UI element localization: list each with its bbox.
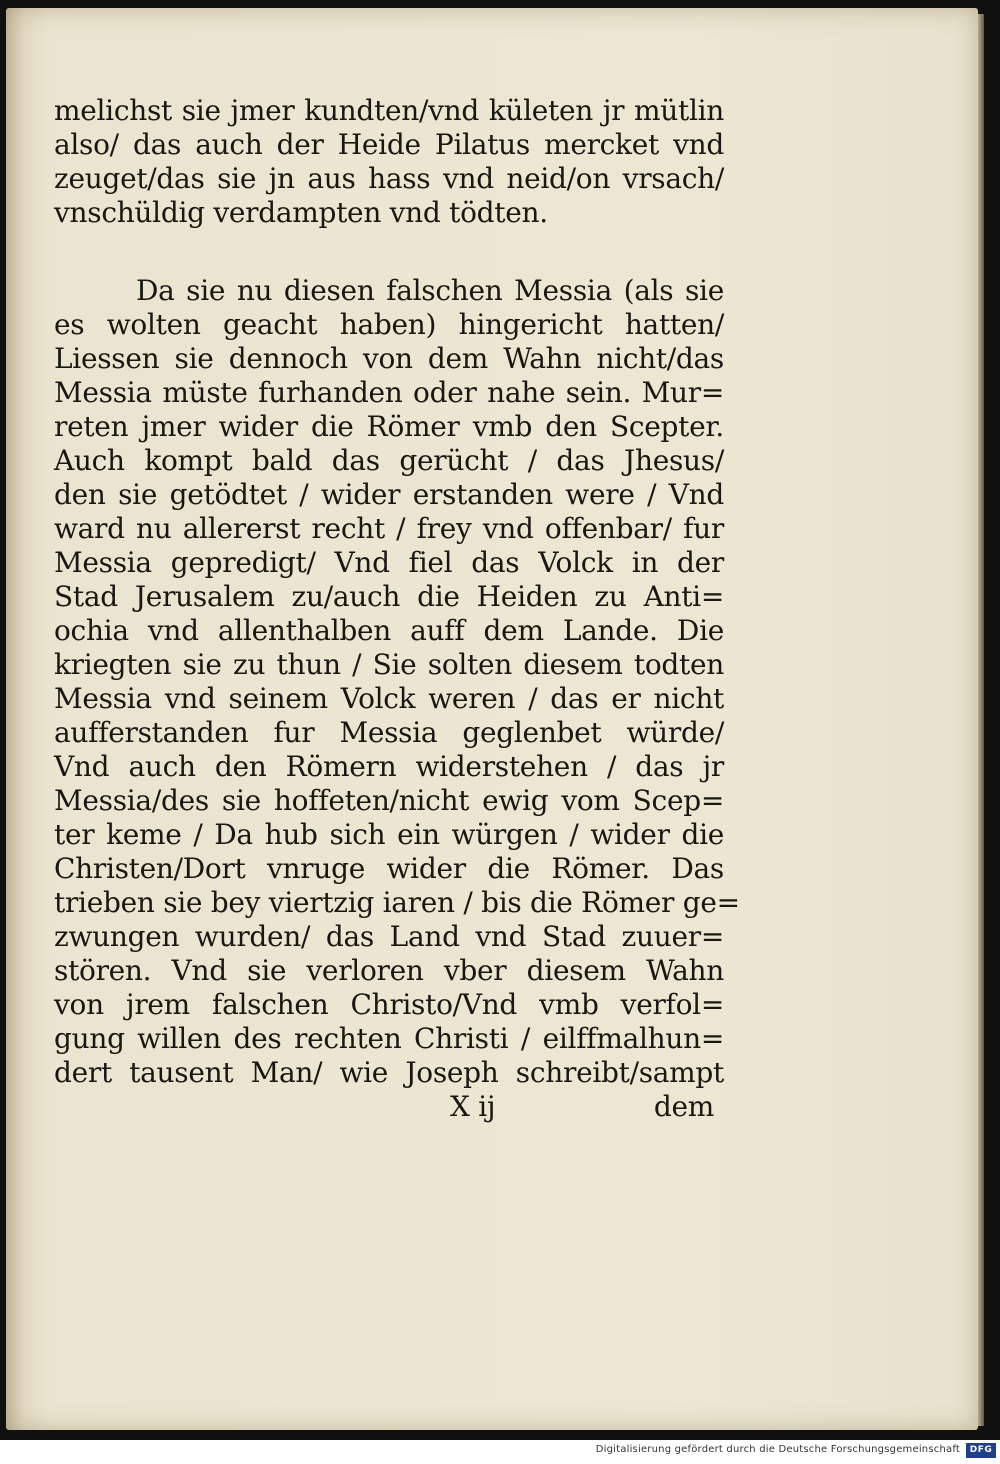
text-line: von jrem falschen Christo/Vnd vmb verfol= <box>54 988 724 1021</box>
page-text <box>54 94 740 1124</box>
text-line: trieben sie bey viertzig iaren / bis die Römer ge= <box>54 886 740 919</box>
text-line: ward nu allererst recht / frey vnd offenbar/ fur <box>54 512 724 545</box>
text-line: Da sie nu diesen falschen Messia (als sie <box>136 274 724 307</box>
signature-mark: X ij <box>450 1090 496 1123</box>
text-line: ochia vnd allenthalben auff dem Lande. Die <box>54 614 724 647</box>
text-line: Stad Jerusalem zu/auch die Heiden zu Anti= <box>54 580 724 613</box>
text-line: aufferstanden fur Messia geglenbet würde/ <box>54 716 724 749</box>
text-line: Messia/des sie hoffeten/nicht ewig vom Scep= <box>54 784 724 817</box>
text-line: ter keme / Da hub sich ein würgen / wider die <box>54 818 724 851</box>
text-line: melichst sie jmer kundten/vnd kületen jr mütlin <box>54 94 724 127</box>
text-line: Messia gepredigt/ Vnd fiel das Volck in der <box>54 546 724 579</box>
text-line: es wolten geacht haben) hingericht hatten/ <box>54 308 724 341</box>
text-line: Messia vnd seinem Volck weren / das er nicht <box>54 682 724 715</box>
footer-bar <box>0 1440 1000 1464</box>
text-line: dert tausent Man/ wie Joseph schreibt/sampt <box>54 1056 724 1089</box>
text-line: Vnd auch den Römern widerstehen / das jr <box>54 750 724 783</box>
text-line: den sie getödtet / wider erstanden were / Vnd <box>54 478 724 511</box>
text-line: kriegten sie zu thun / Sie solten diesem todten <box>54 648 724 681</box>
text-line: zeuget/das sie jn aus hass vnd neid/on vrsach/ <box>54 162 724 195</box>
text-line: reten jmer wider die Römer vmb den Scepter. <box>54 410 724 443</box>
text-line: Auch kompt bald das gerücht / das Jhesus/ <box>54 444 724 477</box>
text-line: Liessen sie dennoch von dem Wahn nicht/das <box>54 342 724 375</box>
footer-credit: Digitalisierung gefördert durch die Deutsche Forschungsgemeinschaft <box>595 1444 960 1455</box>
text-line: Messia müste furhanden oder nahe sein. Mur= <box>54 376 724 409</box>
text-line: vnschüldig verdampten vnd tödten. <box>54 196 548 229</box>
text-line: stören. Vnd sie verloren vber diesem Wahn <box>54 954 724 987</box>
text-line: Christen/Dort vnruge wider die Römer. Das <box>54 852 724 885</box>
catchword: dem <box>653 1090 714 1123</box>
text-line: also/ das auch der Heide Pilatus mercket vnd <box>54 128 724 161</box>
page-edge <box>978 14 984 1426</box>
text-line: gung willen des rechten Christi / eilffmalhun= <box>54 1022 724 1055</box>
book-page <box>6 8 978 1430</box>
text-line: zwungen wurden/ das Land vnd Stad zuuer= <box>54 920 724 953</box>
paragraph-2 <box>54 274 740 1090</box>
signature-row <box>54 1090 724 1124</box>
paragraph-1 <box>54 94 724 230</box>
dfg-logo-icon: DFG <box>966 1443 996 1458</box>
paragraph-gap <box>54 230 724 274</box>
